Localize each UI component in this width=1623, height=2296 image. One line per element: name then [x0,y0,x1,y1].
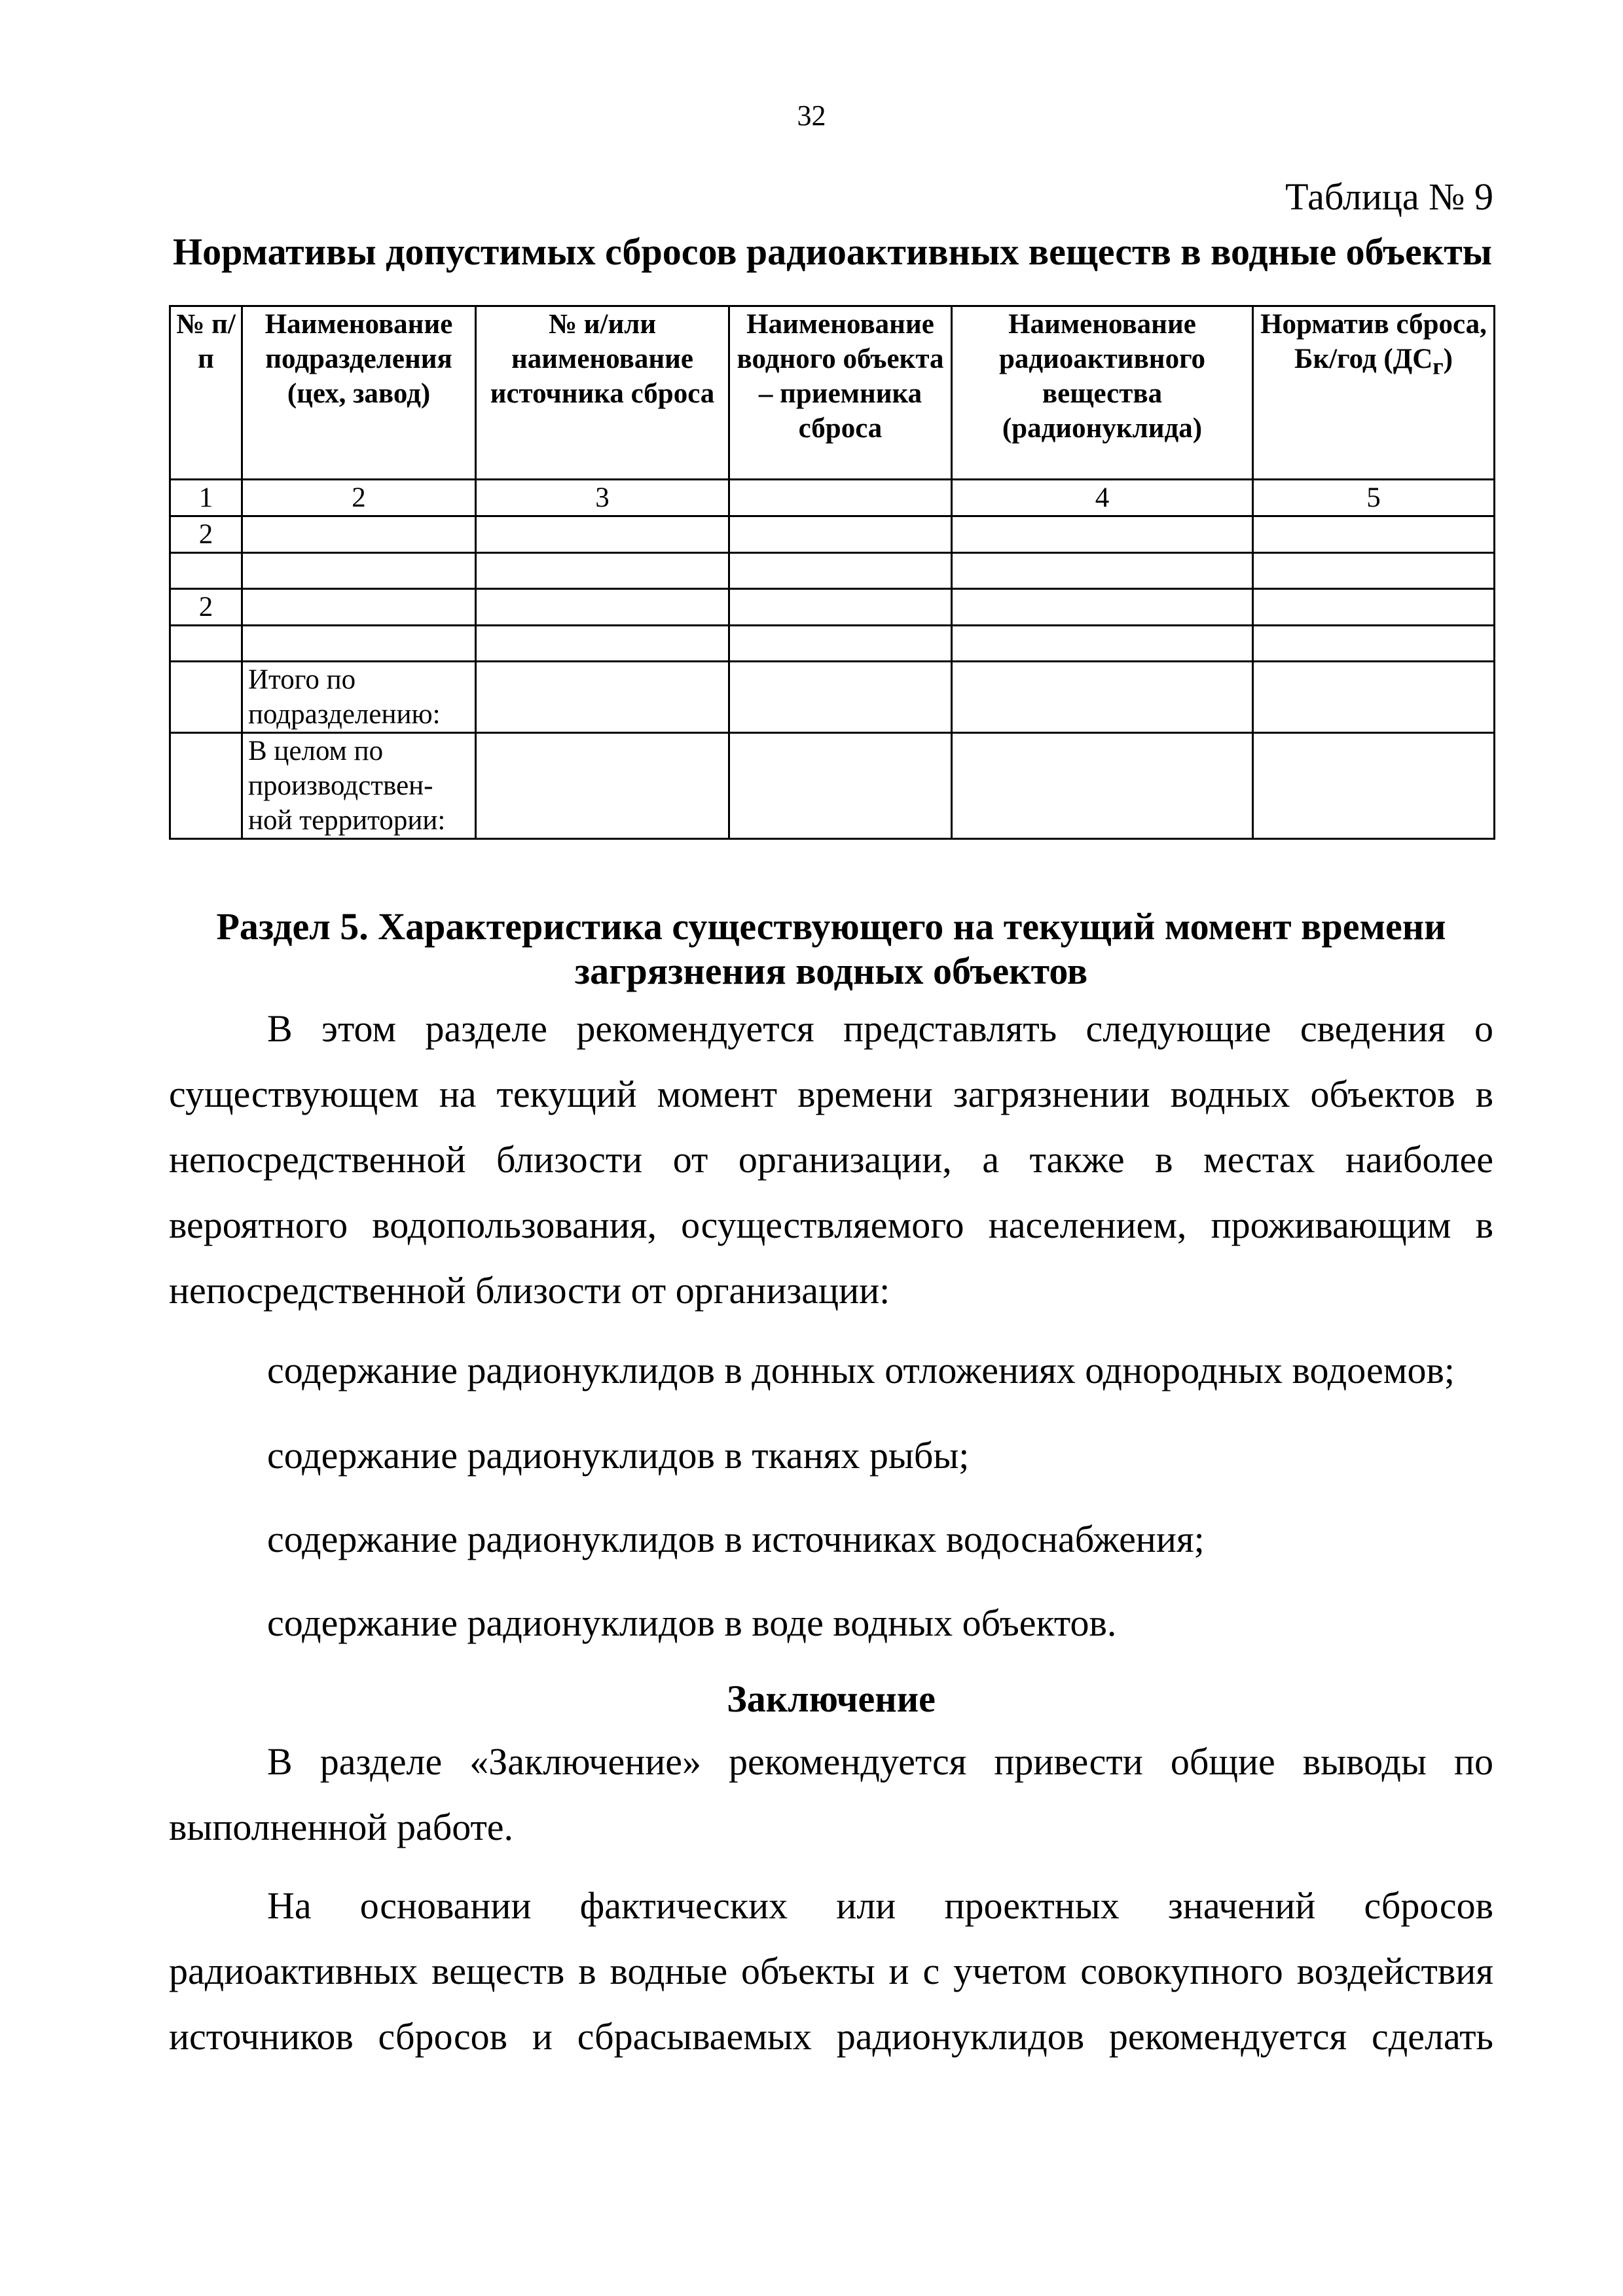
header-cell-number: № п/п [170,306,242,480]
intro-line-5: непосредственной близости от организации: [169,1269,890,1312]
table-cell [1253,516,1495,553]
table-cell [1253,733,1495,839]
conclusion-p2-line-1-text: На основании фактических или проектных значений сбросов [267,1884,1493,1927]
table-cell [476,553,729,589]
list-item: содержание радионуклидов в источниках водоснабжения; [267,1518,1205,1560]
table-cell [242,589,476,626]
table-cell: 3 [476,480,729,516]
header-cell-radionuclide: Наименование радиоактивного вещества (радионуклида) [952,306,1253,480]
table-cell [952,626,1253,662]
table-cell [729,662,952,733]
table-cell [952,733,1253,839]
discharge-norms-table [169,305,1495,840]
header-cell-norm [1253,306,1495,480]
table-row-territory-total [170,733,1495,839]
intro-line-1 [169,996,1493,1062]
table-cell [476,589,729,626]
table-label: Таблица № 9 [1285,175,1493,218]
conclusion-p1-line-1 [169,1729,1493,1795]
table-cell: 1 [170,480,242,516]
table-row [170,553,1495,589]
header-cell-water-body: Наименование водного объекта – приемника сброса [729,306,952,480]
table-cell: 2 [242,480,476,516]
conclusion-p2-line-1 [169,1873,1493,1939]
table-cell [1253,553,1495,589]
table-cell [242,626,476,662]
table-title: Нормативы допустимых сбросов радиоактивных веществ в водные объекты [173,230,1492,273]
page-number: 32 [797,99,826,132]
table-row [170,626,1495,662]
table-row [170,589,1495,626]
table-cell: 2 [170,589,242,626]
conclusion-p1-line-2: выполненной работе. [169,1806,514,1848]
section-5-heading-line-2: загрязнения водных объектов [574,950,1088,992]
header-norm-close: ) [1443,344,1453,374]
list-item: содержание радионуклидов в тканях рыбы; [267,1434,970,1477]
table-row-column-numbers [170,480,1495,516]
intro-line-4: вероятного водопользования, осуществляемого населением, проживающим в [169,1204,1493,1246]
territory-total-label: В целом по производствен-ной территории: [242,733,476,839]
table-cell: 5 [1253,480,1495,516]
table-header-row [170,306,1495,480]
table-cell [170,626,242,662]
conclusion-paragraph-1 [169,1729,1493,1860]
table-cell [242,553,476,589]
table-cell [952,516,1253,553]
header-cell-subdivision: Наименование подразделения (цех, завод) [242,306,476,480]
table-cell [1253,662,1495,733]
table-cell [170,733,242,839]
intro-line-2: существующем на текущий момент времени загрязнении водных объектов в [169,1073,1493,1115]
table-cell [952,553,1253,589]
header-norm-text: Норматив сброса, Бк/год (ДС [1260,309,1487,374]
table-row [170,516,1495,553]
section-5-heading [169,905,1493,994]
table-cell [242,516,476,553]
table-cell [170,662,242,733]
header-norm-subscript: г [1432,353,1444,380]
conclusion-p2-line-2: радиоактивных веществ в водные объекты и с учетом совокупного воздействия [169,1950,1493,1992]
table-cell [476,516,729,553]
header-cell-source: № и/или наименование источника сброса [476,306,729,480]
conclusion-paragraph-2 [169,1873,1493,2070]
table-cell [476,733,729,839]
table-cell [952,589,1253,626]
table-cell [476,626,729,662]
intro-line-3: непосредственной близости от организации, а также в местах наиболее [169,1138,1493,1181]
conclusion-p2-line-3: источников сбросов и сбрасываемых радионуклидов рекомендуется сделать [169,2015,1493,2058]
table-cell: 4 [952,480,1253,516]
table-cell [1253,626,1495,662]
subdivision-total-label: Итого по подразделению: [242,662,476,733]
table-cell [729,733,952,839]
list-item: содержание радионуклидов в воде водных объектов. [267,1602,1117,1644]
intro-line-1-text: В этом разделе рекомендуется представлять следующие сведения о [267,1007,1493,1050]
table-cell [729,626,952,662]
table-cell [729,516,952,553]
table-cell [1253,589,1495,626]
table-row-subdivision-total [170,662,1495,733]
section-5-intro [169,996,1493,1323]
table-cell [729,480,952,516]
section-5-heading-line-1: Раздел 5. Характеристика существующего на текущий момент времени [216,905,1446,948]
table-cell [952,662,1253,733]
conclusion-heading: Заключение [727,1677,936,1720]
table-cell [170,553,242,589]
table-cell: 2 [170,516,242,553]
table-cell [729,553,952,589]
table-cell [729,589,952,626]
table-cell [476,662,729,733]
conclusion-p1-line-1-text: В разделе «Заключение» рекомендуется привести общие выводы по [267,1740,1493,1783]
list-item: содержание радионуклидов в донных отложениях однородных водоемов; [267,1349,1455,1391]
